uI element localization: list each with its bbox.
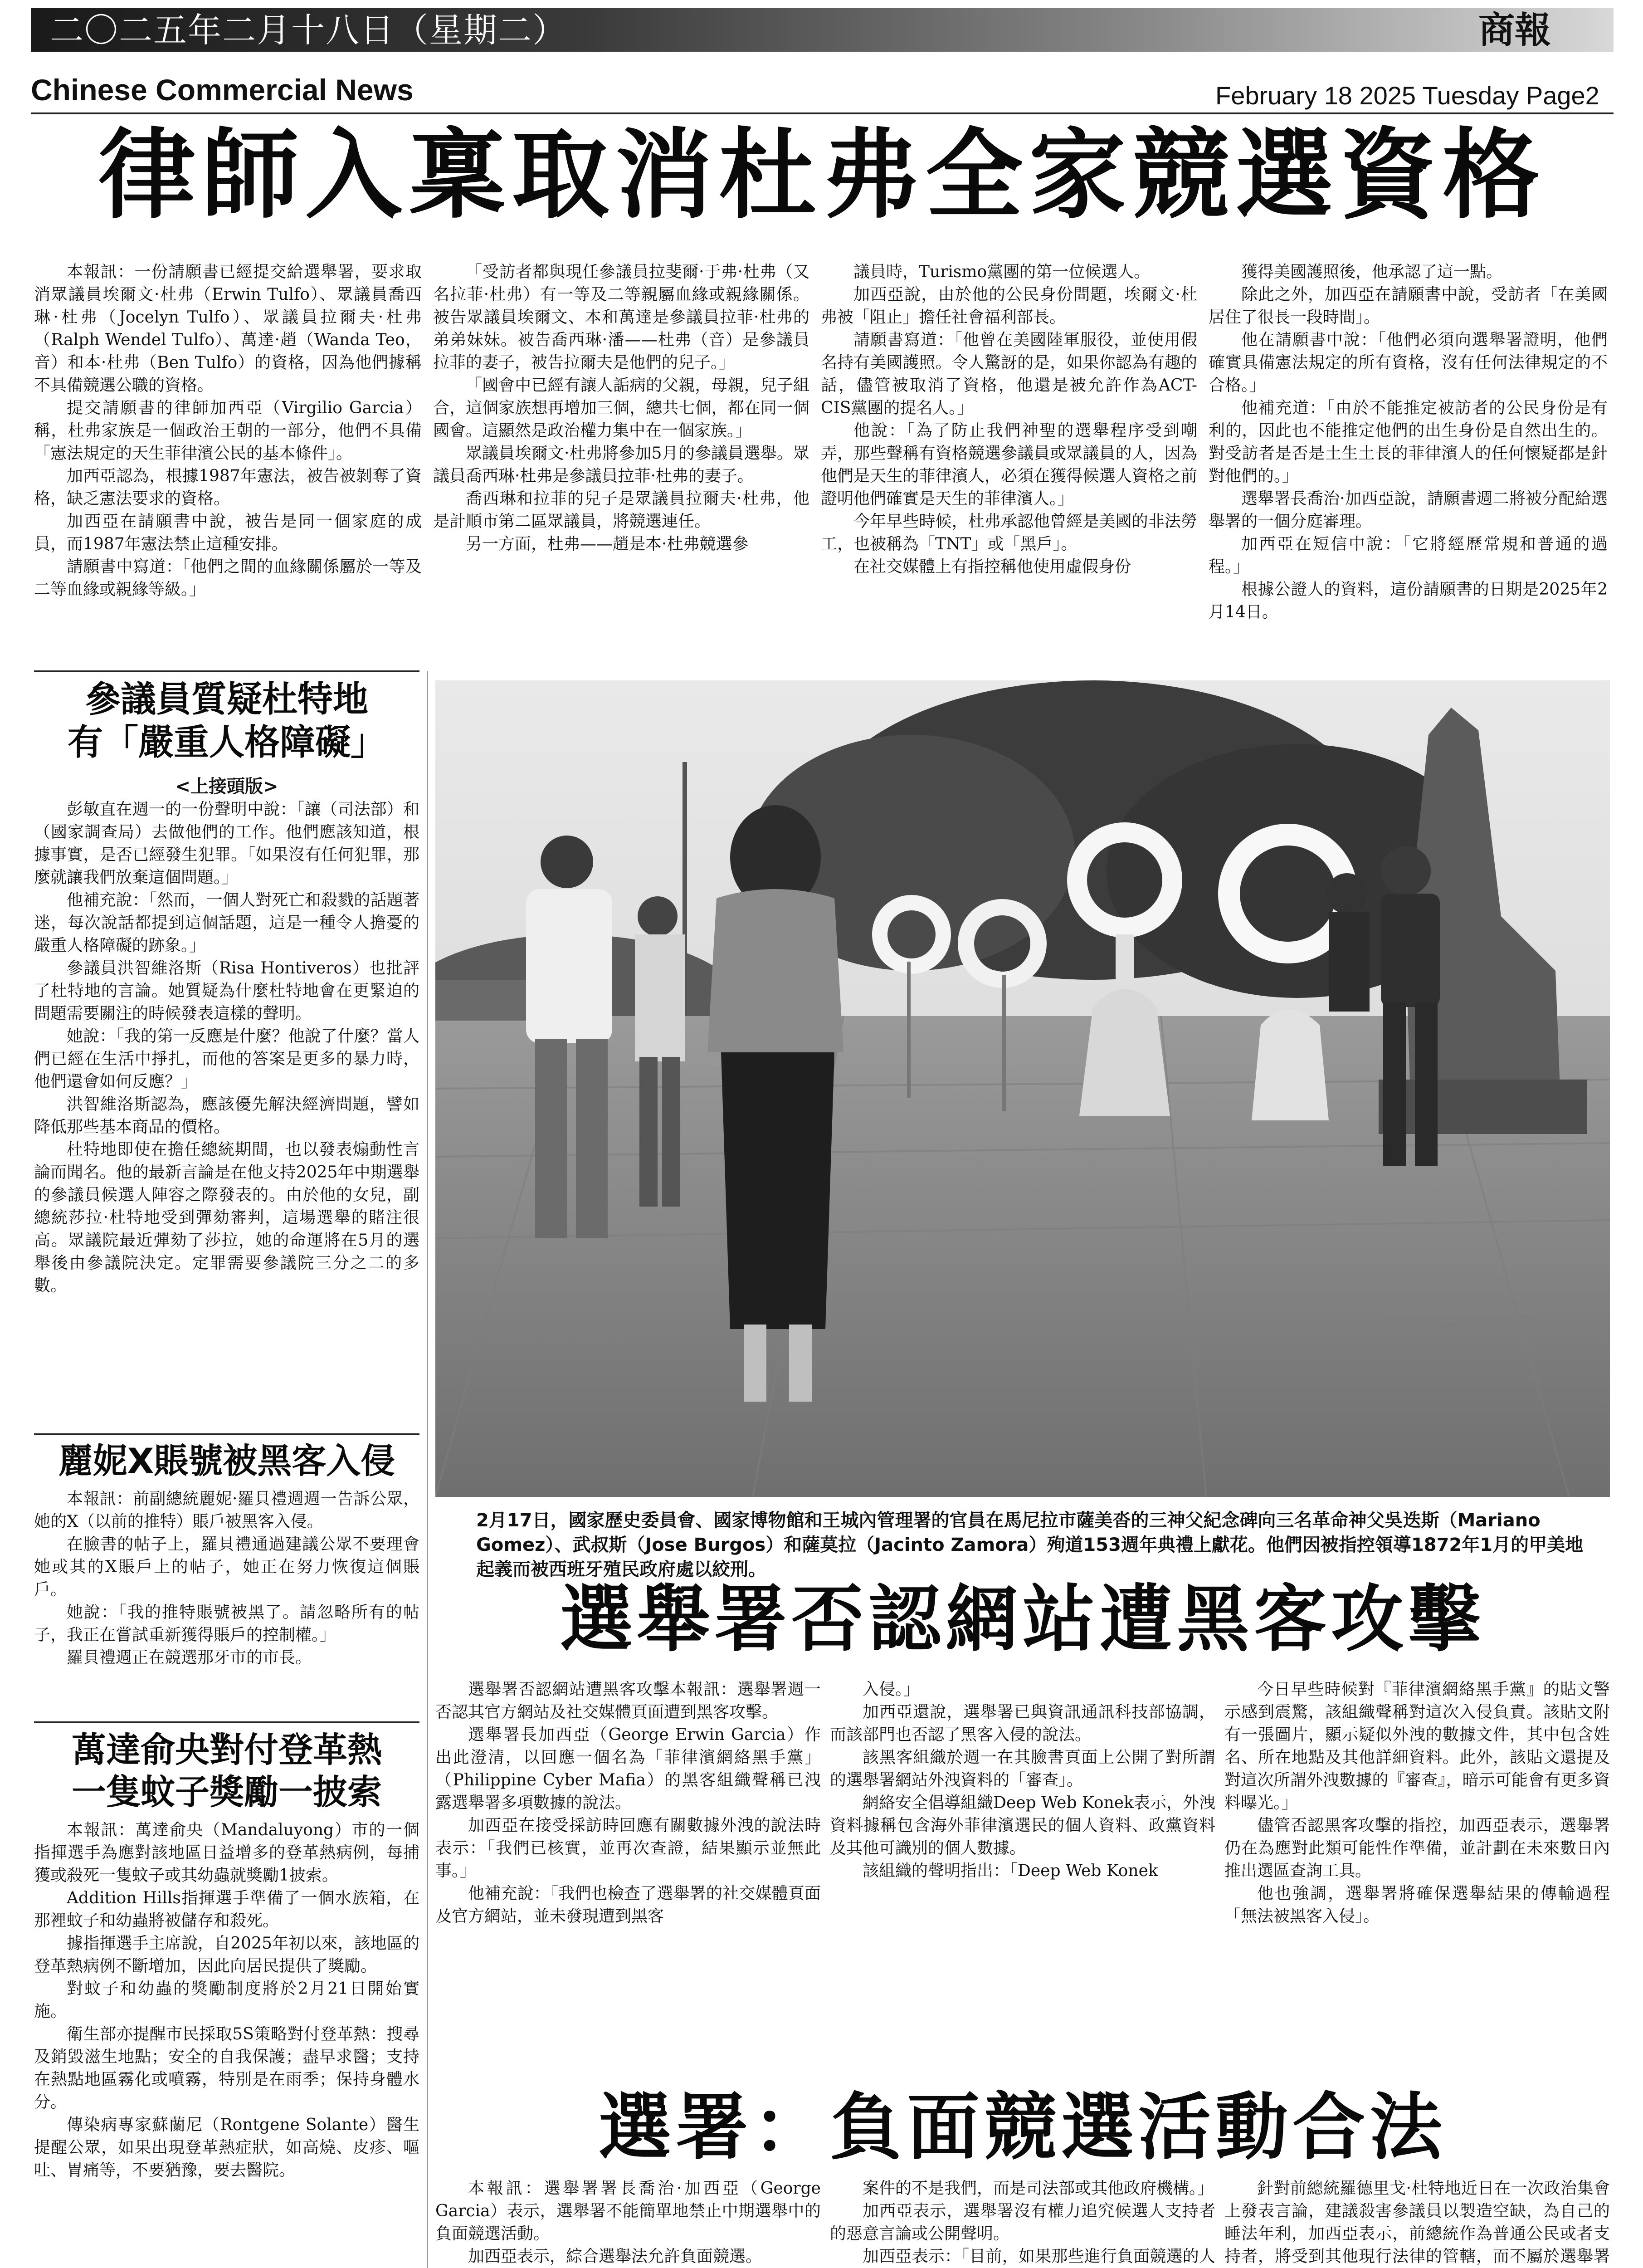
paragraph: 在社交媒體上有指控稱他使用虛假身份 <box>853 557 1131 576</box>
article6-col1 <box>435 1678 821 2077</box>
issue-info: February 18 2025 Tuesday Page2 <box>1215 81 1599 110</box>
article1-col4 <box>1209 261 1608 669</box>
article1-col1 <box>34 261 422 669</box>
article2-headline-line1: 參議員質疑杜特地 <box>85 679 368 720</box>
paragraph: 她說：「我的第一反應是什麼？他說了什麼？當人們已經在生活中掙扎，而他的答案是更多的暴力時，他們還會如何反應？」 <box>34 1027 419 1091</box>
paragraph: 該組織的聲明指出：「Deep Web Konek <box>863 1862 1158 1880</box>
paragraph: 議員時，Turismo黨團的第一位候選人。 <box>853 263 1151 281</box>
article7-col2 <box>830 2177 1215 2268</box>
paragraph: 本報訊：一份請願書已經提交給選舉署，要求取消眾議員埃爾文·杜弗（Erwin Tulfo）、眾議員喬西琳·杜弗（Jocelyn Tulfo）、眾議員拉爾夫·杜弗（Ralph Wendel Tulfo）、萬達·趙（Wanda Teo，音）和本·杜弗（Ben Tulfo）的資格，因為他們據稱不具備競選公職的資格。 <box>34 263 422 395</box>
article7-headline: 選署：負面競選活動合法 <box>598 2085 1447 2170</box>
article1-col2 <box>433 261 809 669</box>
paragraph: 請願書寫道：「他曾在美國陸軍服役，並使用假名持有美國護照。令人驚訝的是，如果你認為有趣的話，儘管被取消了資格，他還是被允許作為ACT-CIS黨團的提名人。」 <box>821 331 1197 417</box>
ceremony-photo-illustration <box>435 680 1610 1497</box>
article4-headline <box>34 1729 419 1813</box>
paragraph: 參議員洪智維洛斯（Risa Hontiveros）也批評了杜特地的言論。她質疑為什麼杜特地會在更緊迫的問題需要關注的時候發表這樣的聲明。 <box>34 959 419 1023</box>
article4-body <box>34 1819 419 2268</box>
article2-headline <box>34 678 419 764</box>
header-rule <box>31 112 1614 114</box>
paragraph: 加西亞表示，選舉署沒有權力追究候選人支持者的惡意言論或公開聲明。 <box>830 2202 1215 2243</box>
paragraph: 加西亞說，由於他的公民身份問題，埃爾文·杜弗被「阻止」擔任社會福利部長。 <box>821 285 1197 327</box>
paragraph: 加西亞認為，根據1987年憲法，被告被剝奪了資格，缺乏憲法要求的資格。 <box>34 467 422 508</box>
paragraph: 對蚊子和幼蟲的獎勵制度將於2月21日開始實施。 <box>34 1980 419 2021</box>
paragraph: 眾議員埃爾文·杜弗將參加5月的參議員選舉。眾議員喬西琳·杜弗是參議員拉菲·杜弗的妻子。 <box>433 444 809 485</box>
paragraph: 他補充說：「我們也檢查了選舉署的社交媒體頁面及官方網站，並未發現遭到黑客 <box>435 1884 821 1926</box>
paragraph: 選舉署否認網站遭黑客攻擊本報訊：選舉署週一否認其官方網站及社交媒體頁面遭到黑客攻擊。 <box>435 1680 821 1721</box>
paragraph: 加西亞在請願書中說，被告是同一個家庭的成員，而1987年憲法禁止這種安排。 <box>34 512 422 553</box>
paragraph: 加西亞表示：「目前，如果那些進行負面競選的人 <box>863 2247 1215 2266</box>
paragraph: 她說：「我的推特賬號被黑了。請忽略所有的帖子，我正在嘗試重新獲得賬戶的控制權。」 <box>34 1603 419 1644</box>
article6-col2 <box>830 1678 1215 2077</box>
paragraph: 羅貝禮週正在競選那牙市的市長。 <box>67 1648 312 1667</box>
main-headline: 律師入稟取消杜弗全家競選資格 <box>98 119 1546 232</box>
paragraph: 他也強調，選舉署將確保選舉結果的傳輸過程「無法被黑客入侵」。 <box>1224 1884 1610 1926</box>
article7-col3 <box>1224 2177 1610 2268</box>
paragraph: 今日早些時候對『菲律濱網絡黑手黨』的貼文警示感到震驚，該組織聲稱對這次入侵負責。該貼文附有一張圖片，顯示疑似外洩的數據文件，其中包含姓名、所在地點及其他詳細資料。此外，該貼文還提及對這次所謂外洩數據的『審查』，暗示可能會有更多資料曝光。」 <box>1224 1680 1610 1812</box>
paragraph: 杜特地即使在擔任總統期間，也以發表煽動性言論而聞名。他的最新言論是在他支持2025年中期選舉的參議員候選人陣容之際發表的。由於他的女兒，副總統莎拉·杜特地受到彈劾審判，這場選舉的賭注很高。眾議院最近彈劾了莎拉，她的命運將在5月的選舉後由參議院決定。定罪需要參議院三分之二的多數。 <box>34 1140 419 1295</box>
paragraph: 彭敏直在週一的一份聲明中說：「讓（司法部）和（國家調查局）去做他們的工作。他們應該知道，根據事實，是否已經發生犯罪。「如果沒有任何犯罪，那麼就讓我們放棄這個問題。」 <box>34 800 419 887</box>
paragraph: 在臉書的帖子上，羅貝禮通過建議公眾不要理會她或其的X賬戶上的帖子，她正在努力恢復這個賬戶。 <box>34 1535 419 1599</box>
paragraph: 獲得美國護照後，他承認了這一點。 <box>1241 263 1503 281</box>
paragraph: 入侵。」 <box>863 1680 920 1699</box>
header-date: 二〇二五年二月十八日（星期二） <box>50 11 567 50</box>
ceremony-photo <box>435 680 1610 1497</box>
article3-body <box>34 1488 419 1717</box>
paragraph: 加西亞在接受採訪時回應有關數據外洩的說法時表示：「我們已核實，並再次查證，結果顯示並無此事。」 <box>435 1816 821 1880</box>
paragraph: 洪智維洛斯認為，應該優先解決經濟問題，譬如降低那些基本商品的價格。 <box>34 1095 419 1136</box>
paragraph: 本報訊：選舉署署長喬治·加西亞（George Garcia）表示，選舉署不能簡單地禁止中期選舉中的負面競選活動。 <box>435 2179 821 2243</box>
paragraph: 他在請願書中說：「他們必須向選舉署證明，他們確實具備憲法規定的所有資格，沒有任何法律規定的不合格。」 <box>1209 331 1608 395</box>
paragraph: 加西亞表示，綜合選舉法允許負面競選。 <box>468 2247 762 2266</box>
rule <box>34 1721 419 1723</box>
paragraph: 加西亞在短信中說：「它將經歷常規和普通的過程。」 <box>1209 535 1608 576</box>
article2-continued: <上接頭版> <box>175 776 278 797</box>
article6-col3 <box>1224 1678 1610 2077</box>
photo-caption: 2月17日，國家歷史委員會、國家博物館和王城內管理署的官員在馬尼拉市薩美沓的三神父紀念碑向三名革命神父吳迭斯（Mariano Gomez）、武叔斯（Jose Burgos）和薩莫拉（Jacinto Zamora）殉道153週年典禮上獻花。他們因被指控領導1872年1月的甲美地起義而被西班牙殖民政府處以絞刑。 <box>476 1510 1584 1580</box>
paragraph: 他說：「為了防止我們神聖的選舉程序受到嘲弄，那些聲稱有資格競選參議員或眾議員的人，因為他們是天生的菲律濱人，必須在獲得候選人資格之前證明他們確實是天生的菲律濱人。」 <box>821 421 1197 508</box>
paragraph: 選舉署長加西亞（George Erwin Garcia）作出此澄清，以回應一個名為「菲律濱網絡黑手黨」（Philippine Cyber Mafia）的黑客組織聲稱已洩露選舉署多項數據的說法。 <box>435 1725 821 1812</box>
paragraph: 喬西琳和拉菲的兒子是眾議員拉爾夫·杜弗，他是計順市第二區眾議員，將競選連任。 <box>433 489 809 531</box>
article4-headline-line1: 萬達俞央對付登革熱 <box>72 1730 382 1770</box>
paragraph: 除此之外，加西亞在請願書中說，受訪者「在美國居住了很長一段時間」。 <box>1209 285 1608 327</box>
paragraph: 據指揮選手主席說，自2025年初以來，該地區的登革熱病例不斷增加，因此向居民提供了獎勵。 <box>34 1934 419 1975</box>
paragraph: 儘管否認黑客攻擊的指控，加西亞表示，選舉署仍在為應對此類可能性作準備，並計劃在未來數日內推出選區查詢工具。 <box>1224 1816 1610 1880</box>
rule <box>34 670 419 672</box>
paragraph: 衛生部亦提醒市民採取5S策略對付登革熱：搜尋及銷毀滋生地點；安全的自我保護；盡早求醫；支持在熱點地區霧化或噴霧，特別是在雨季；保持身體水分。 <box>34 2025 419 2112</box>
article4-headline-line2: 一隻蚊子獎勵一披索 <box>72 1771 382 1812</box>
newspaper-logo: 商報 <box>1478 9 1551 51</box>
article7-col1 <box>435 2177 821 2268</box>
paragraph: 案件的不是我們，而是司法部或其他政府機構。」 <box>863 2179 1214 2198</box>
paragraph: 另一方面，杜弗——趙是本·杜弗競選參 <box>466 535 749 553</box>
column-divider <box>427 671 428 2268</box>
paragraph: 網絡安全倡導組織Deep Web Konek表示，外洩資料據稱包含海外菲律濱選民的個人資料、政黨資料及其他可識別的個人數據。 <box>830 1794 1215 1857</box>
paragraph: 該黑客組織於週一在其臉書頁面上公開了對所謂的選舉署網站外洩資料的「審查」。 <box>830 1748 1215 1789</box>
paragraph: 「國會中已經有讓人詬病的父親，母親，兒子組合，這個家族想再增加三個，總共七個，都在同一個國會。這顯然是政治權力集中在一個家族。」 <box>433 376 809 440</box>
article2-headline-line2: 有「嚴重人格障礙」 <box>67 722 386 763</box>
paragraph: 「受訪者都與現任參議員拉斐爾·于弗·杜弗（又名拉菲·杜弗）有一等及二等親屬血緣或親緣關係。被告眾議員埃爾文、本和萬達是參議員拉菲·杜弗的弟弟妹妹。被告喬西琳·潘——杜弗（音）是參議員拉菲的妻子，被告拉爾夫是他們的兒子。」 <box>433 263 809 372</box>
article6-headline: 選舉署否認網站遭黑客攻擊 <box>560 1577 1485 1662</box>
rule <box>34 1433 419 1435</box>
paragraph: 請願書中寫道：「他們之間的血緣關係屬於一等及二等血緣或親緣等級。」 <box>34 557 422 599</box>
paragraph: 針對前總統羅德里戈·杜特地近日在一次政治集會上發表言論，建議殺害參議員以製造空缺，為自己的睡法年利，加西亞表示，前總統作為普通公民或者支持者，將受到其他現行法律的管轄，而不屬於選舉署 <box>1224 2179 1610 2266</box>
paragraph: Addition Hills指揮選手準備了一個水族箱，在那裡蚊子和幼蟲將被儲存和殺死。 <box>34 1889 419 1930</box>
paragraph: 今年早些時候，杜弗承認他曾經是美國的非法勞工，也被稱為「TNT」或「黑戶」。 <box>821 512 1197 553</box>
paragraph: 加西亞還說，選舉署已與資訊通訊科技部協調，而該部門也否認了黑客入侵的說法。 <box>830 1703 1215 1744</box>
article1-col3 <box>821 261 1197 669</box>
paragraph: 他補充道：「由於不能推定被訪者的公民身份是有利的，因此也不能推定他們的出生身份是自然出生的。對受訪者是否是土生土長的菲律濱人的任何懷疑都是針對他們的。」 <box>1209 399 1608 485</box>
article2-body <box>34 798 419 1431</box>
paper-name: Chinese Commercial News <box>31 73 414 107</box>
paragraph: 本報訊：前副總統麗妮·羅貝禮週週一告訴公眾，她的X（以前的推特）賬戶被黑客入侵。 <box>34 1490 419 1531</box>
paragraph: 根據公證人的資料，這份請願書的日期是2025年2月14日。 <box>1209 580 1608 621</box>
paragraph: 他補充說：「然而，一個人對死亡和殺戮的話題著迷，每次說話都提到這個話題，這是一種令人擔憂的嚴重人格障礙的跡象。」 <box>34 891 419 955</box>
paragraph: 傳染病專家蘇蘭尼（Rontgene Solante）醫生提醒公眾，如果出現登革熱症狀，如高燒、皮疹、嘔吐、胃痛等，不要猶豫，要去醫院。 <box>34 2116 419 2180</box>
paragraph: 提交請願書的律師加西亞（Virgilio Garcia）稱，杜弗家族是一個政治王朝的一部分，他們不具備「憲法規定的天生菲律濱公民的基本條件」。 <box>34 399 422 463</box>
paragraph: 本報訊：萬達俞央（Mandaluyong）市的一個指揮選手為應對該地區日益增多的登革熱病例，每捕獲或殺死一隻蚊子或其幼蟲就獎勵1披索。 <box>34 1821 419 1885</box>
paragraph: 選舉署長喬治·加西亞說，請願書週二將被分配給選舉署的一個分庭審理。 <box>1209 489 1608 531</box>
article3-headline: 麗妮X賬號被黑客入侵 <box>58 1441 395 1481</box>
